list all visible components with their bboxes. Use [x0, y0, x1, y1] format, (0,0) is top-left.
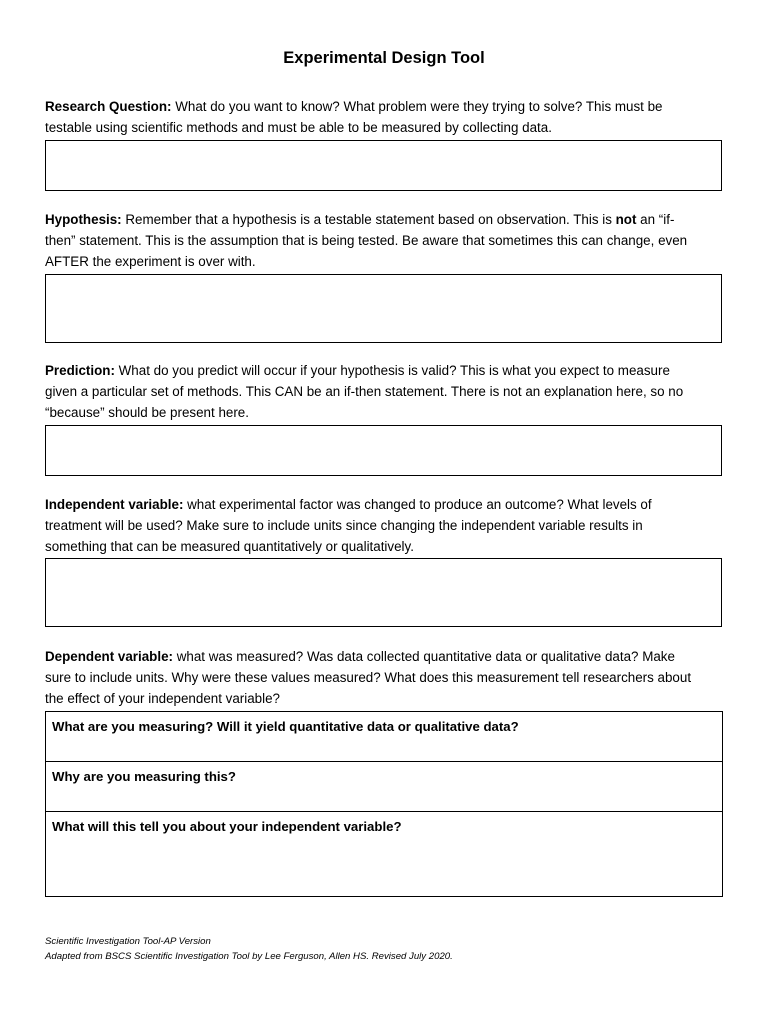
footer-line-1: Scientific Investigation Tool-AP Version: [45, 936, 211, 947]
independent-line-1: [45, 495, 725, 516]
dependent-text-1: what was measured? Was data collected quantitative data or qualitative data? Make: [173, 649, 675, 664]
hypothesis-line-1: [45, 210, 725, 231]
dependent-label: Dependent variable:: [45, 649, 173, 664]
prediction-line-2: given a particular set of methods. This CAN be an if-then statement. There is not an explanation here, so no: [45, 383, 684, 399]
independent-line-3: something that can be measured quantitatively or qualitatively.: [45, 538, 414, 554]
prediction-text-1: What do you predict will occur if your hypothesis is valid? This is what you expect to measure: [114, 363, 670, 378]
research-line-1: [45, 97, 725, 118]
hypothesis-line-3: AFTER the experiment is over with.: [45, 253, 256, 269]
research-question-prompt: [45, 97, 725, 139]
table-row-measuring-label: What are you measuring? Will it yield quantitative data or qualitative data?: [52, 719, 519, 734]
hypothesis-label: Hypothesis:: [45, 212, 122, 227]
table-row-tell-label: What will this tell you about your independent variable?: [52, 819, 402, 834]
prediction-prompt: [45, 361, 725, 423]
page-title: Experimental Design Tool: [283, 49, 485, 67]
research-label: Research Question:: [45, 99, 172, 114]
research-question-answer-box[interactable]: [45, 140, 722, 191]
table-row-measuring[interactable]: [46, 712, 722, 762]
dependent-variable-table: [45, 711, 723, 897]
hypothesis-answer-box[interactable]: [45, 274, 722, 343]
independent-label: Independent variable:: [45, 497, 184, 512]
hypothesis-text-1a: Remember that a hypothesis is a testable statement based on observation. This is: [121, 212, 616, 227]
research-text-1: What do you want to know? What problem were they trying to solve? This must be: [171, 99, 663, 114]
table-row-why[interactable]: [46, 762, 722, 812]
table-row-tell[interactable]: [46, 812, 722, 896]
prediction-line-1: [45, 361, 725, 382]
table-row-why-label: Why are you measuring this?: [52, 769, 236, 784]
independent-variable-prompt: [45, 495, 725, 557]
hypothesis-text-1b: an “if-: [636, 212, 675, 227]
prediction-label: Prediction:: [45, 363, 115, 378]
footer-line-2: Adapted from BSCS Scientific Investigation Tool by Lee Ferguson, Allen HS. Revised July 2020.: [45, 951, 453, 962]
dependent-line-3: the effect of your independent variable?: [45, 690, 281, 706]
prediction-line-3: “because” should be present here.: [45, 404, 249, 420]
prediction-answer-box[interactable]: [45, 425, 722, 476]
hypothesis-line-2: then” statement. This is the assumption that is being tested. Be aware that sometimes this can change, even: [45, 232, 688, 248]
dependent-line-1: [45, 647, 725, 668]
hypothesis-prompt: [45, 210, 725, 272]
dependent-variable-prompt: [45, 647, 725, 709]
hypothesis-emphasis: not: [615, 212, 637, 227]
independent-line-2: treatment will be used? Make sure to include units since changing the independent variable results in: [45, 517, 643, 533]
research-line-2: testable using scientific methods and must be able to be measured by collecting data.: [45, 119, 552, 135]
dependent-line-2: sure to include units. Why were these values measured? What does this measurement tell researchers about: [45, 669, 692, 685]
independent-variable-answer-box[interactable]: [45, 558, 722, 627]
independent-text-1: what experimental factor was changed to produce an outcome? What levels of: [183, 497, 652, 512]
